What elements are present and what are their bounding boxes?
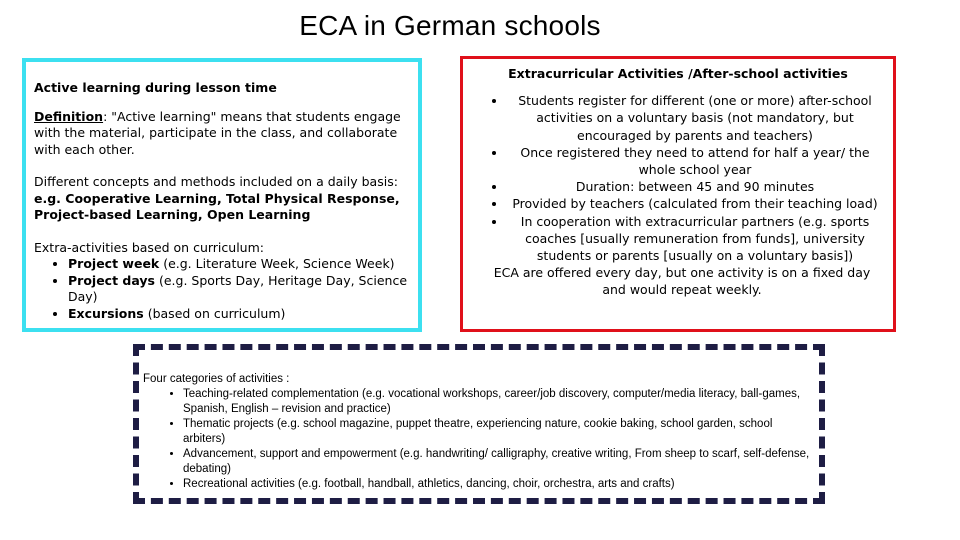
list-item: • Advancement, support and empowerment (e.g. handwriting/ calligraphy, creative writing, From sheep to scarf, self-defense, debating) xyxy=(183,447,813,477)
activity-categories-heading: Four categories of activities : xyxy=(143,373,290,385)
list-item xyxy=(68,273,410,306)
list-item: • In cooperation with extracurricular partners (e.g. sports coaches [usually remuneration from funds], university students or parents [usually on a voluntary basis]) xyxy=(507,213,883,265)
concepts-list: e.g. Cooperative Learning, Total Physical Response, Project-based Learning, Open Learning xyxy=(34,190,400,222)
extra-item-name: Project days xyxy=(68,272,155,288)
extra-item-detail: (e.g. Sports Day, Heritage Day, Science Day) xyxy=(68,272,408,304)
active-learning-box xyxy=(22,58,422,332)
list-item: • Once registered they need to attend for half a year/ the whole school year xyxy=(507,144,883,178)
extracurricular-closing: ECA are offered every day, but one activity is on a fixed day and would repeat weekly. xyxy=(493,265,871,298)
extra-item-name: Excursions xyxy=(68,305,144,321)
definition-paragraph xyxy=(34,109,410,159)
list-item: • Thematic projects (e.g. school magazine, puppet theatre, experiencing nature, cookie baking, school garden, school arbiters) xyxy=(183,417,813,447)
extracurricular-list xyxy=(481,92,883,264)
concepts-intro: Different concepts and methods included on a daily basis: xyxy=(34,174,398,189)
list-item: • Provided by teachers (calculated from their teaching load) xyxy=(507,195,883,212)
definition-label: Definition xyxy=(34,108,104,124)
activity-categories-box xyxy=(133,344,825,504)
list-item xyxy=(68,306,410,323)
list-item: • Recreational activities (e.g. football, handball, athletics, dancing, choir, orchestra, arts and crafts) xyxy=(183,477,813,492)
definition-text: : "Active learning" means that students engage with the material, participate in the class, and collaborate with each other. xyxy=(34,108,401,157)
activity-categories-list xyxy=(143,387,813,492)
extra-activities-list xyxy=(34,256,410,322)
page-title: ECA in German schools xyxy=(299,10,601,41)
extracurricular-heading: Extracurricular Activities /After-school activities xyxy=(508,66,848,81)
list-item: • Students register for different (one or more) after-school activities on a voluntary basis (not mandatory, but encouraged by parents and teachers) xyxy=(507,92,883,144)
extra-activities-intro: Extra-activities based on curriculum: xyxy=(34,239,264,255)
list-item: • Teaching-related complementation (e.g. vocational workshops, career/job discovery, computer/media literacy, ball-games, Spanish, English – revision and practice) xyxy=(183,387,813,417)
extracurricular-box xyxy=(460,56,896,332)
concepts-paragraph xyxy=(34,174,410,224)
list-item: • Duration: between 45 and 90 minutes xyxy=(507,178,883,195)
active-learning-heading: Active learning during lesson time xyxy=(34,80,277,95)
extra-item-detail: (e.g. Literature Week, Science Week) xyxy=(159,256,395,271)
extra-item-detail: (based on curriculum) xyxy=(143,305,286,321)
extra-item-name: Project week xyxy=(68,256,160,271)
list-item xyxy=(68,256,410,273)
